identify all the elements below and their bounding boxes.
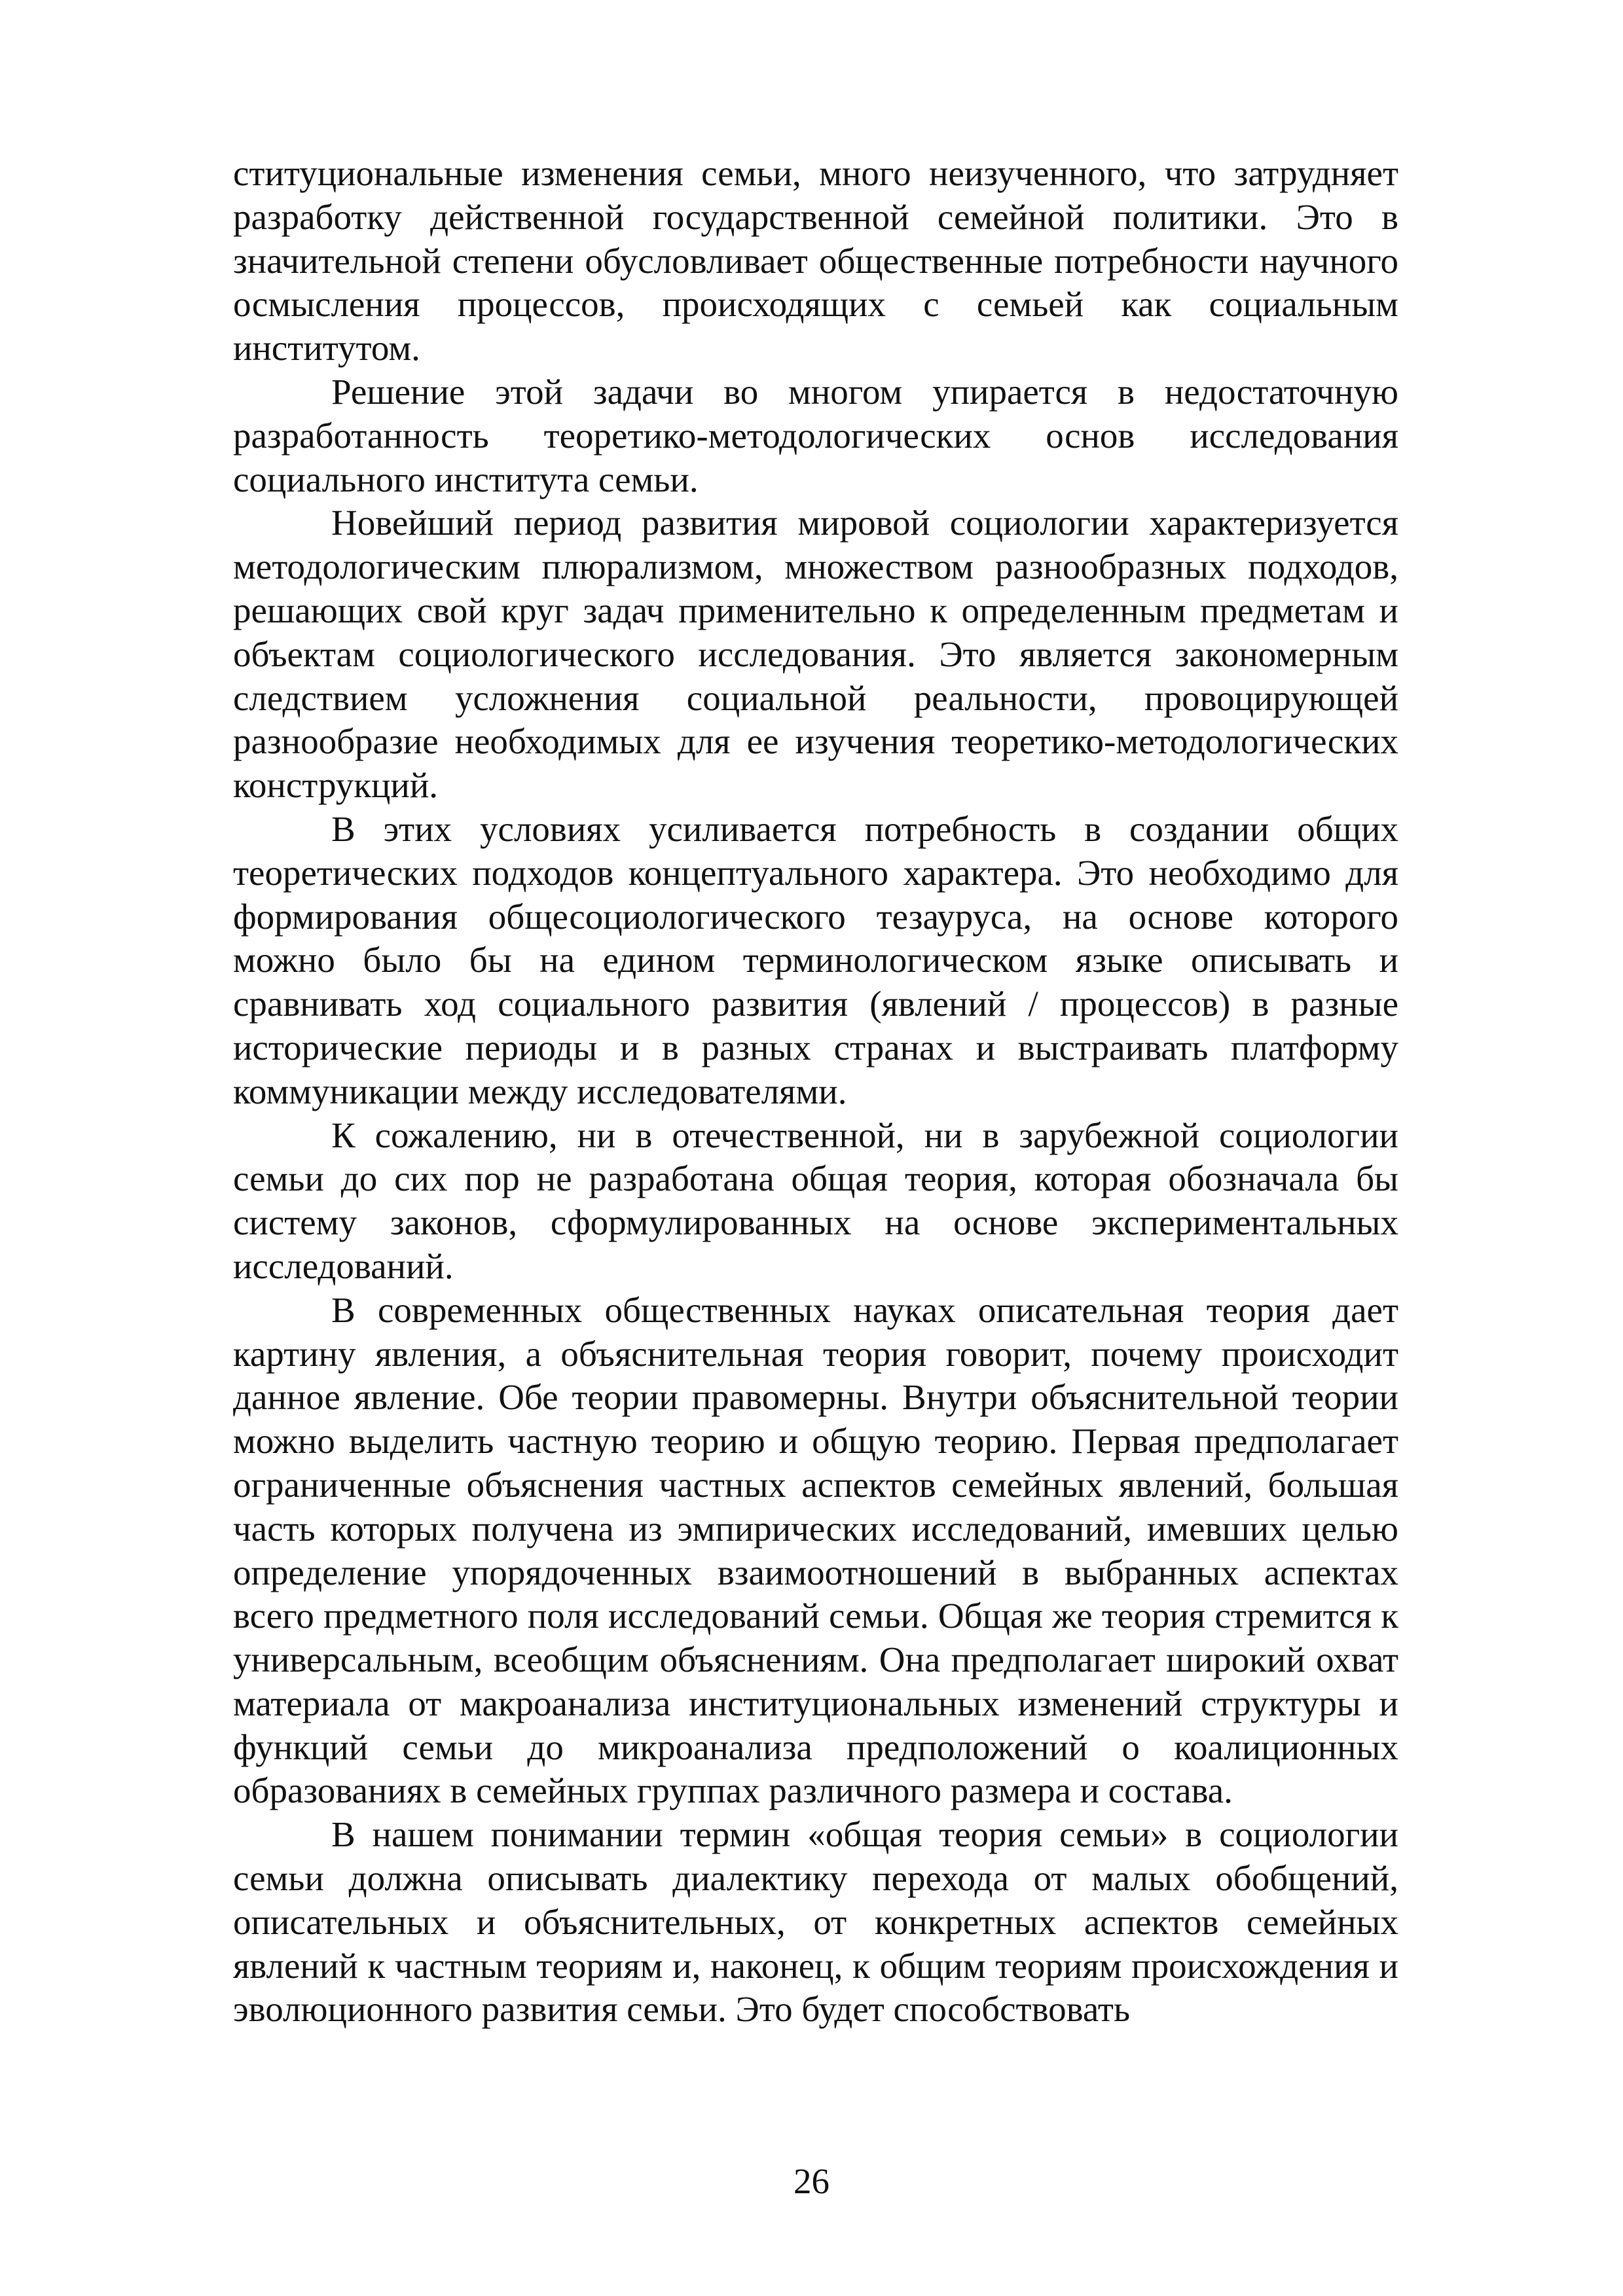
paragraph: В современных общественных науках описательная теория дает картину явления, а объяснительная теория говорит, почему происходит данное явление. Обе теории правомерны. Внутри объяснительной теории можно выделить частную теорию и общую теорию. Первая предполагает ограниченные объяснения частных аспектов семейных явлений, большая часть которых получена из эмпирических исследований, имевших целью определение упорядоченных взаимоотношений в выбранных аспектах всего предметного поля исследований семьи. Общая же теория стремится к универсальным, всеобщим объяснениям. Она предполагает широкий охват материала от макроанализа институциональных изменений структуры и функций семьи до микроанализа предположений о коалиционных образованиях в семейных группах различного размера и состава. [233, 1289, 1398, 1811]
paragraph: В нашем понимании термин «общая теория семьи» в социологии семьи должна описывать диалектику перехода от малых обобщений, описательных и объяснительных, от конкретных аспектов семейных явлений к частным теориям и, наконец, к общим теориям происхождения и эволюционного развития семьи. Это будет способствовать [233, 1814, 1398, 2030]
page-number: 26 [793, 2161, 830, 2201]
paragraph: В этих условиях усиливается потребность в создании общих теоретических подходов концептуального характера. Это необходимо для формирования общесоциологического тезауруса, на основе которого можно было бы на едином терминологическом языке описывать и сравнивать ход социального развития (явлений / процессов) в разные исторические периоды и в разных странах и выстраивать платформу коммуникации между исследователями. [233, 808, 1398, 1111]
body-text [233, 152, 1398, 2032]
paragraph-continuation: ституциональные изменения семьи, много неизученного, что затрудняет разработку действенной государственной семейной политики. Это в значительной степени обусловливает общественные потребности научного осмысления процессов, происходящих с семьей как социальным институтом. [233, 153, 1398, 368]
paragraph: К сожалению, ни в отечественной, ни в зарубежной социологии семьи до сих пор не разработана общая теория, которая обозначала бы систему законов, сформулированных на основе экспериментальных исследований. [233, 1115, 1398, 1286]
paragraph: Новейший период развития мировой социологии характеризуется методологическим плюрализмом, множеством разнообразных подходов, решающих свой круг задач применительно к определенным предметам и объектам социологического исследования. Это является закономерным следствием усложнения социальной реальности, провоцирующей разнообразие необходимых для ее изучения теоретико-методологических конструкций. [233, 503, 1398, 806]
paragraph: Решение этой задачи во многом упирается в недостаточную разработанность теоретико-методологических основ исследования социального института семьи. [233, 371, 1398, 499]
